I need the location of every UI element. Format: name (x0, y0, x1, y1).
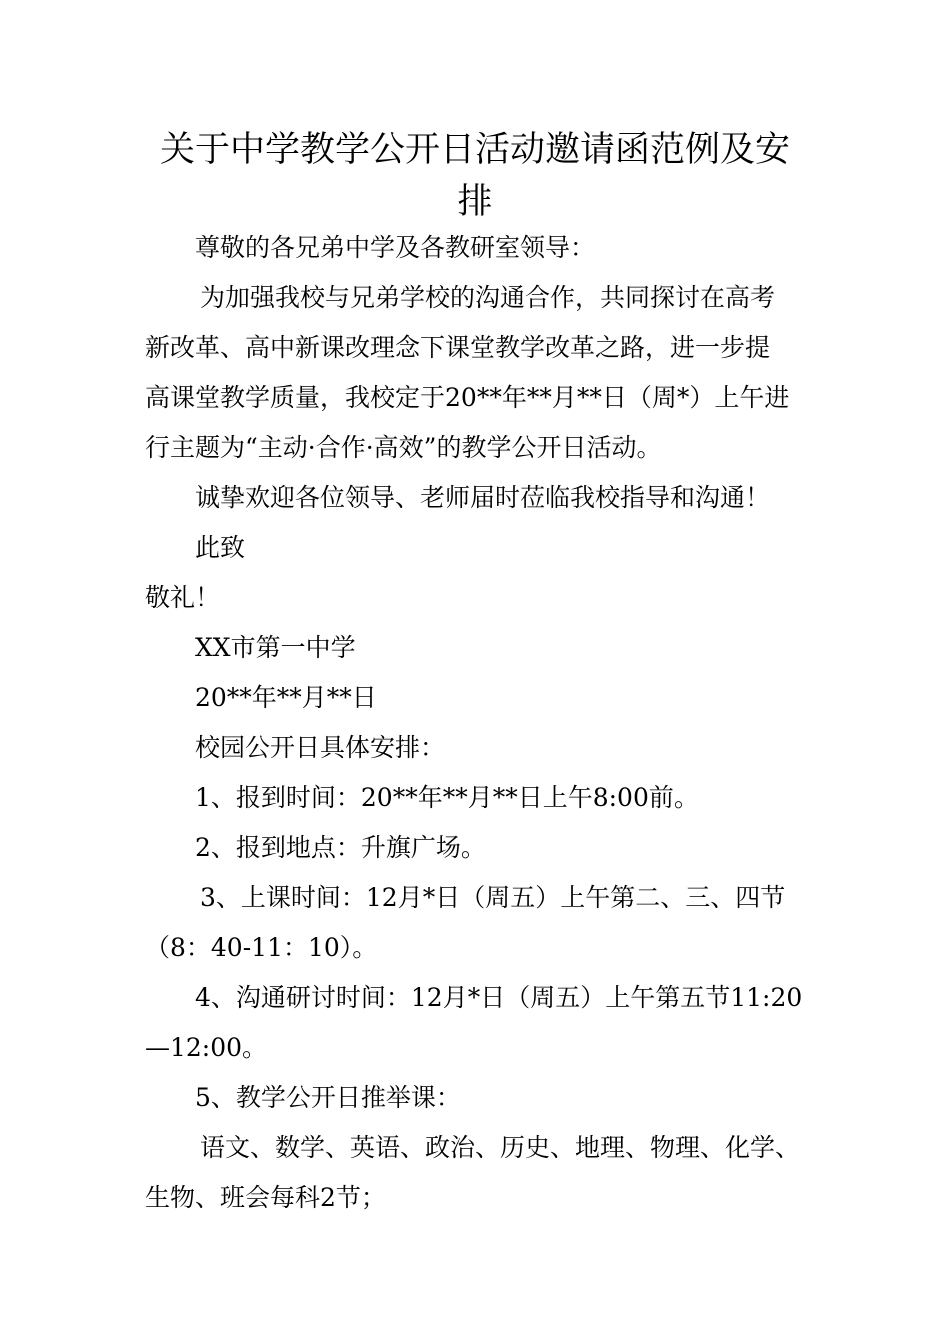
schedule-item: 4、沟通研讨时间：12月*日（周五）上午第五节11:20 (195, 983, 803, 1012)
salutation: 尊敬的各兄弟中学及各教研室领导： (195, 233, 596, 262)
subject-list-continued: 生物、班会每科2节； (145, 1183, 386, 1212)
schedule-item: 3、上课时间：12月*日（周五）上午第二、三、四节 (200, 883, 786, 912)
schedule-item: 1、报到时间：20**年**月**日上午8:00前。 (195, 783, 699, 812)
schedule-item: 2、报到地点：升旗广场。 (195, 833, 486, 862)
body-line: 诚挚欢迎各位领导、老师届时莅临我校指导和沟通！ (195, 483, 771, 512)
closing-regards: 敬礼！ (145, 583, 221, 612)
sender-name: XX市第一中学 (195, 633, 356, 662)
closing-line: 此致 (195, 533, 246, 562)
document-title-line-2: 排 (457, 182, 493, 222)
schedule-heading: 校园公开日具体安排： (195, 733, 446, 762)
schedule-item: 5、教学公开日推举课： (195, 1083, 461, 1112)
body-line: 行主题为“主动·合作·高效”的教学公开日活动。 (145, 433, 662, 462)
body-line: 高课堂教学质量，我校定于20**年**月**日（周*）上午进 (145, 383, 790, 412)
body-line: 新改革、高中新课改理念下课堂教学改革之路，进一步提 (145, 333, 771, 362)
document-title-line-1: 关于中学教学公开日活动邀请函范例及安 (159, 130, 790, 170)
sender-date: 20**年**月**日 (195, 683, 377, 712)
schedule-item-continued: （8：40-11：10）。 (145, 933, 378, 962)
subject-list: 语文、数学、英语、政治、历史、地理、物理、化学、 (200, 1133, 801, 1162)
schedule-item-continued: —12:00。 (145, 1033, 268, 1062)
body-line: 为加强我校与兄弟学校的沟通合作，共同探讨在高考 (200, 283, 776, 312)
